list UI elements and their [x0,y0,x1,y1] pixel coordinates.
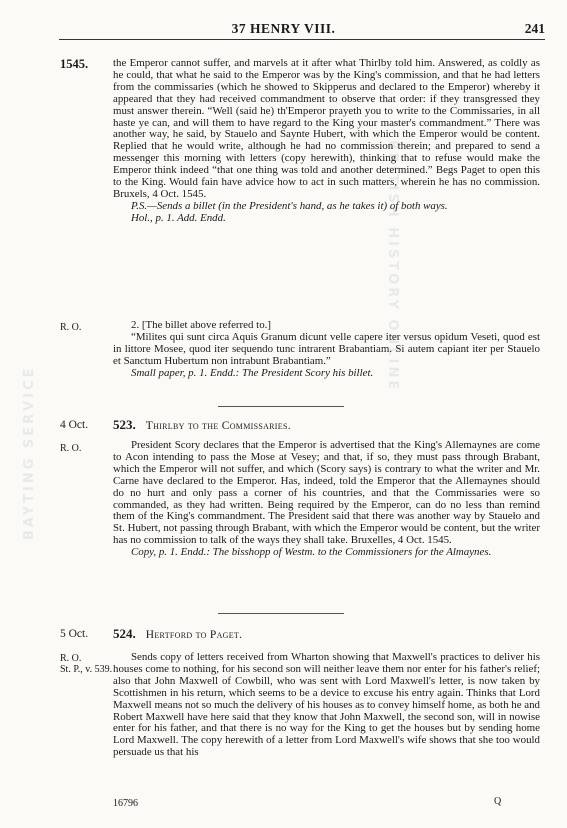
intro-postscript: P.S.—Sends a billet (in the President's hand, as he takes it) of both ways. [131,199,448,212]
entry523-date: 4 Oct. [60,419,89,431]
item2-note: Small paper, p. 1. Endd.: The President Scory his billet. [131,366,374,379]
item2-heading: 2. [The billet above referred to.] [131,319,271,331]
page-number: 241 [524,21,545,36]
intro-note: Hol., p. 1. Add. Endd. [131,211,226,224]
running-head: 37 HENRY VIII. [231,21,336,36]
entry524-margin-stp: St. P., v. 539. [60,664,113,675]
entry523-block [113,440,540,559]
entry523-margin: R. O. [60,443,82,454]
header-rule [59,39,545,40]
gathering-letter: Q [494,796,502,807]
watermark-right: BRITISH HISTORY ONLINE [385,140,400,393]
item2-margin: R. O. [60,322,82,333]
section-divider [218,406,344,407]
entry523-title: Thirlby to the Commissaries. [145,420,291,432]
entry523-heading [113,418,291,433]
entry524-margin-ro: R. O. [60,653,82,664]
entry523-note: Copy, p. 1. Endd.: The bisshopp of Westm. to the Commissioners for the Almaynes. [131,546,492,559]
intro-paragraph: the Emperor cannot suffer, and marvels at it after what Thirlby told him. Answered, as coldly as he could, that what he said to the Emperor was by the King's commission, and that he had letters from the commissaries (which he showed to Skipperus and declared to the Emperor) whereby it appeared that they had received commandment to observe that order: if they transgressed they must answer therein. “Well (said he) th'Emperor prayeth you to write to the Commissaries, in all haste ye can, and will them to have regard to the King your master's commandment.” There was another way, he said, by Stauelo and Saynte Hubert, with which the Emperor would be content. Replied that he would write, although he had no commission therein; and prepared to send a messenger this morning with letters (copy herewith), thinking that to refuse would make the Emperor think indeed “that one thing was told and another determined.” Begs Paget to open this to the King. Would fain have advice how to act in such matters, wherein he has no commission. Bruxels, 4 Oct. 1545. [113,57,540,200]
entry523-paragraph: President Scory declares that the Emperor is advertised that the King's Allemaynes are come to Acon intending to pass the Mose at Vesey; and that, if so, they must pass through Brabant, which the Emperor will not suffer, and which (Scory says) is contrary to what the writer and Mr. Carne have declared to the Emperor. Has, indeed, told the Emperor that the Allemaynes should do no hurt and only pass a corner of his countries, and that the Commissaries were so commanded, as they had written. Being required by the Emperor, can do no less than remind them of the King's commandment. The President said that there was another way by Staueło and St. Hubert, not passing through Brabant, with which the Emperor would be content, but the writer has no commission to talk of the ways they shall take. Bruxelles, 4 Oct. 1545. [113,439,540,547]
entry524-block [113,652,540,759]
entry524-paragraph: Sends copy of letters received from Wharton showing that Maxwell's practices to deliver his houses come to nothing, for his second son will neither leave them nor enter for his father's relief; also that John Maxwell of Cowbill, who was sent with Lord Maxwell's letter, is now taken by Scottishmen in his return, which seems to be a device to excuse his entry again. Thinks that Lord Maxwell means not so much the delivery of his houses as to convey himself home, as both he and Robert Maxwell have here said that they know that John Maxwell, the second son, will in nowise enter for his father, and that there is no way for the King to get the houses but by sending home Lord Maxwell. The copy herewith of a letter from Lord Maxwell's wife shows that she too would persuade us that his [113,651,540,759]
entry524-number: 524. [113,626,136,641]
entry524-heading [113,627,242,642]
entry523-number: 523. [113,417,136,432]
entry524-date: 5 Oct. [60,628,89,640]
item2-latin: “Milites qui sunt circa Aquis Granum dicunt velle capere iter versus opidum Veseti, quod est in littore Mosee, quod iter sequendo tunc intrarent Brabantiam. Si autem capiant iter per Stauelo et Sanctum Hubertum non intrabunt Brabantiam.” [113,330,540,367]
item2-block [113,320,540,380]
watermark-left: BAYTING SERVICE [22,365,37,540]
signature-mark: 16796 [113,798,138,809]
intro-block [113,58,540,225]
section-divider-2 [218,613,344,614]
margin-year: 1545. [60,57,89,71]
entry524-title: Hertford to Paget. [145,629,243,641]
